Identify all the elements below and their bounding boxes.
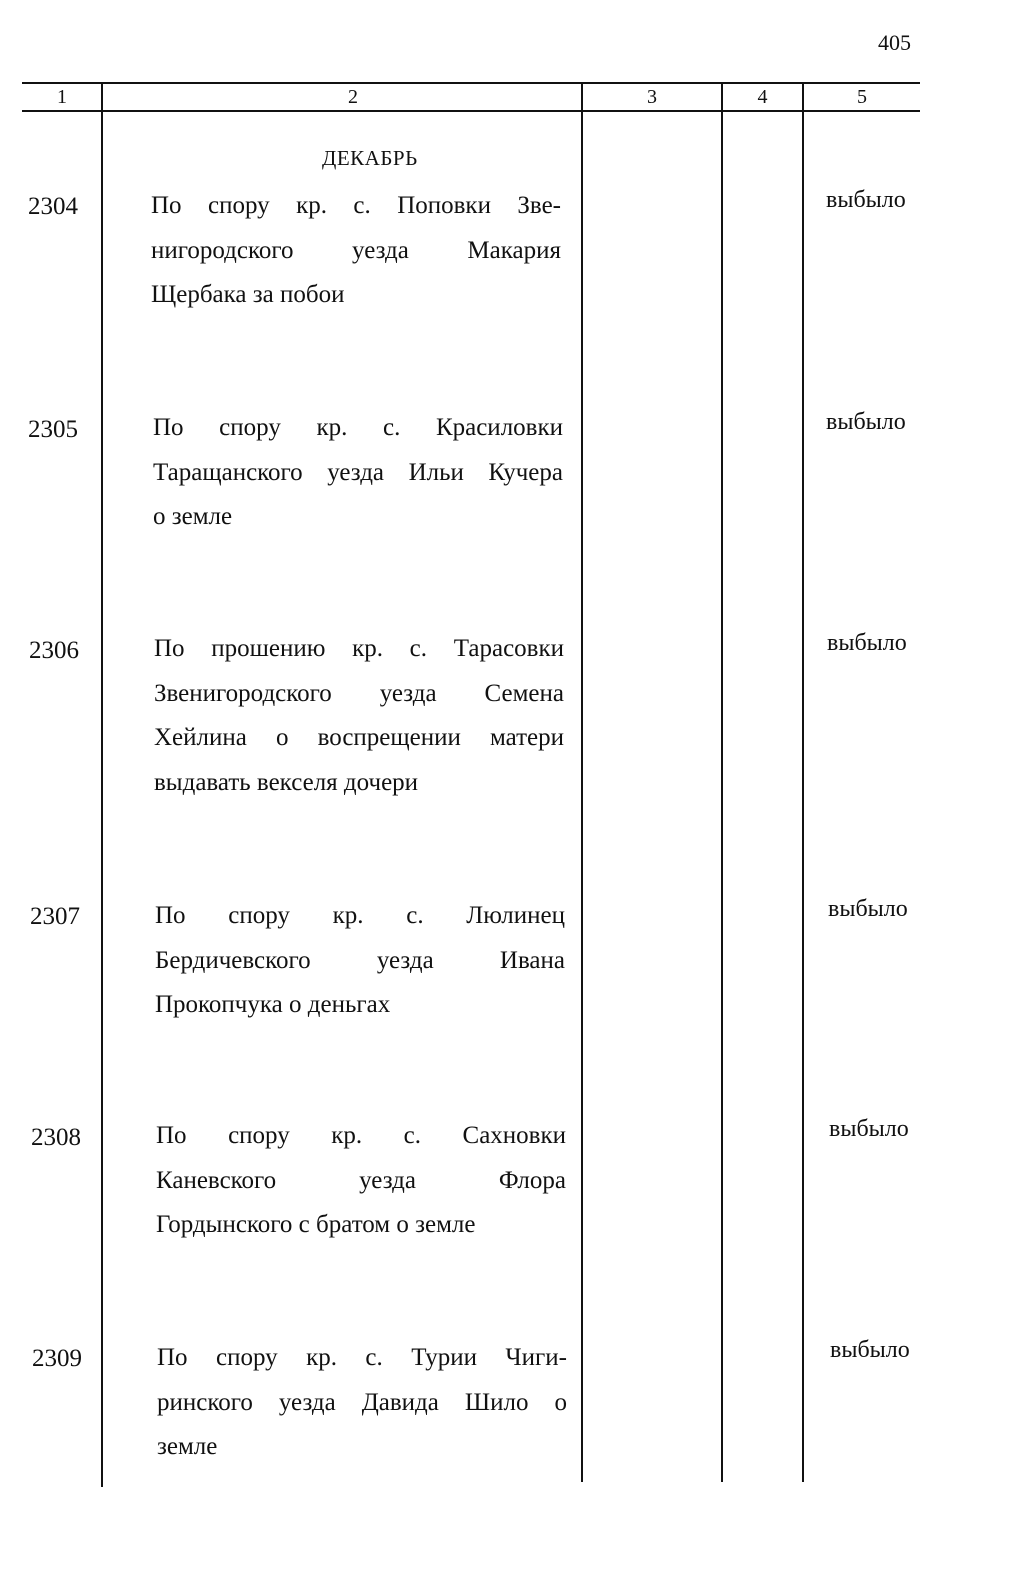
entry-line: ринского уезда Давида Шило о	[157, 1388, 567, 1416]
entry-number: 2306	[29, 637, 79, 664]
entry-status: выбыло	[828, 896, 908, 922]
entry-line: Бердичевского уезда Ивана	[155, 946, 565, 974]
page-number: 405	[878, 30, 911, 55]
column-header-3: 3	[647, 86, 657, 108]
entry-description	[153, 406, 563, 540]
entry-status: выбыло	[826, 409, 906, 435]
column-header-4: 4	[757, 86, 768, 108]
entry-line: нигородского уезда Макария	[151, 236, 561, 264]
entry-line: По спору кр. с. Сахновки	[156, 1122, 566, 1149]
entry-line: выдавать векселя дочери	[154, 768, 419, 796]
table-top-rule	[22, 82, 920, 84]
entry-description	[154, 627, 564, 805]
section-title: ДЕКАБРЬ	[322, 146, 418, 170]
entry-number: 2309	[32, 1345, 82, 1372]
entry-description	[151, 184, 561, 318]
column-divider-4	[802, 82, 804, 1482]
entry-number: 2307	[30, 903, 80, 930]
entry-number: 2308	[31, 1124, 81, 1151]
entry-description	[157, 1336, 567, 1470]
column-header-5: 5	[857, 86, 867, 108]
entry-line: По спору кр. с. Поповки Зве-	[151, 192, 561, 219]
column-divider-2	[581, 82, 583, 1482]
entry-line: земле	[157, 1433, 218, 1460]
entry-number: 2305	[28, 416, 78, 443]
entry-line: Гордынского с братом о земле	[156, 1211, 476, 1238]
entry-number: 2304	[28, 193, 78, 220]
entry-line: По прошению кр. с. Тарасовки	[154, 635, 564, 662]
entry-line: По спору кр. с. Люлинец	[155, 902, 565, 929]
entry-line: Щербака за побои	[151, 281, 345, 308]
entry-status: выбыло	[826, 187, 906, 213]
entry-line: о земле	[153, 503, 233, 530]
entry-description	[155, 894, 565, 1028]
entry-status: выбыло	[827, 630, 907, 656]
column-divider-3	[721, 82, 723, 1482]
column-header-2: 2	[348, 86, 358, 108]
entry-line: Звенигородского уезда Семена	[154, 679, 564, 707]
entry-line: По спору кр. с. Турии Чиги-	[157, 1344, 567, 1371]
entry-line: Таращанского уезда Ильи Кучера	[153, 458, 563, 486]
entry-status: выбыло	[830, 1337, 910, 1363]
entry-line: Прокопчука о деньгах	[155, 991, 391, 1018]
column-header-1: 1	[57, 86, 67, 108]
entry-status: выбыло	[829, 1116, 909, 1142]
entry-line: Хейлина о воспрещении матери	[154, 724, 564, 751]
table-header-rule	[22, 110, 920, 112]
entry-description	[156, 1114, 566, 1248]
entry-line: По спору кр. с. Красиловки	[153, 414, 563, 441]
column-divider-1	[101, 82, 103, 1487]
entry-line: Каневского уезда Флора	[156, 1166, 566, 1194]
